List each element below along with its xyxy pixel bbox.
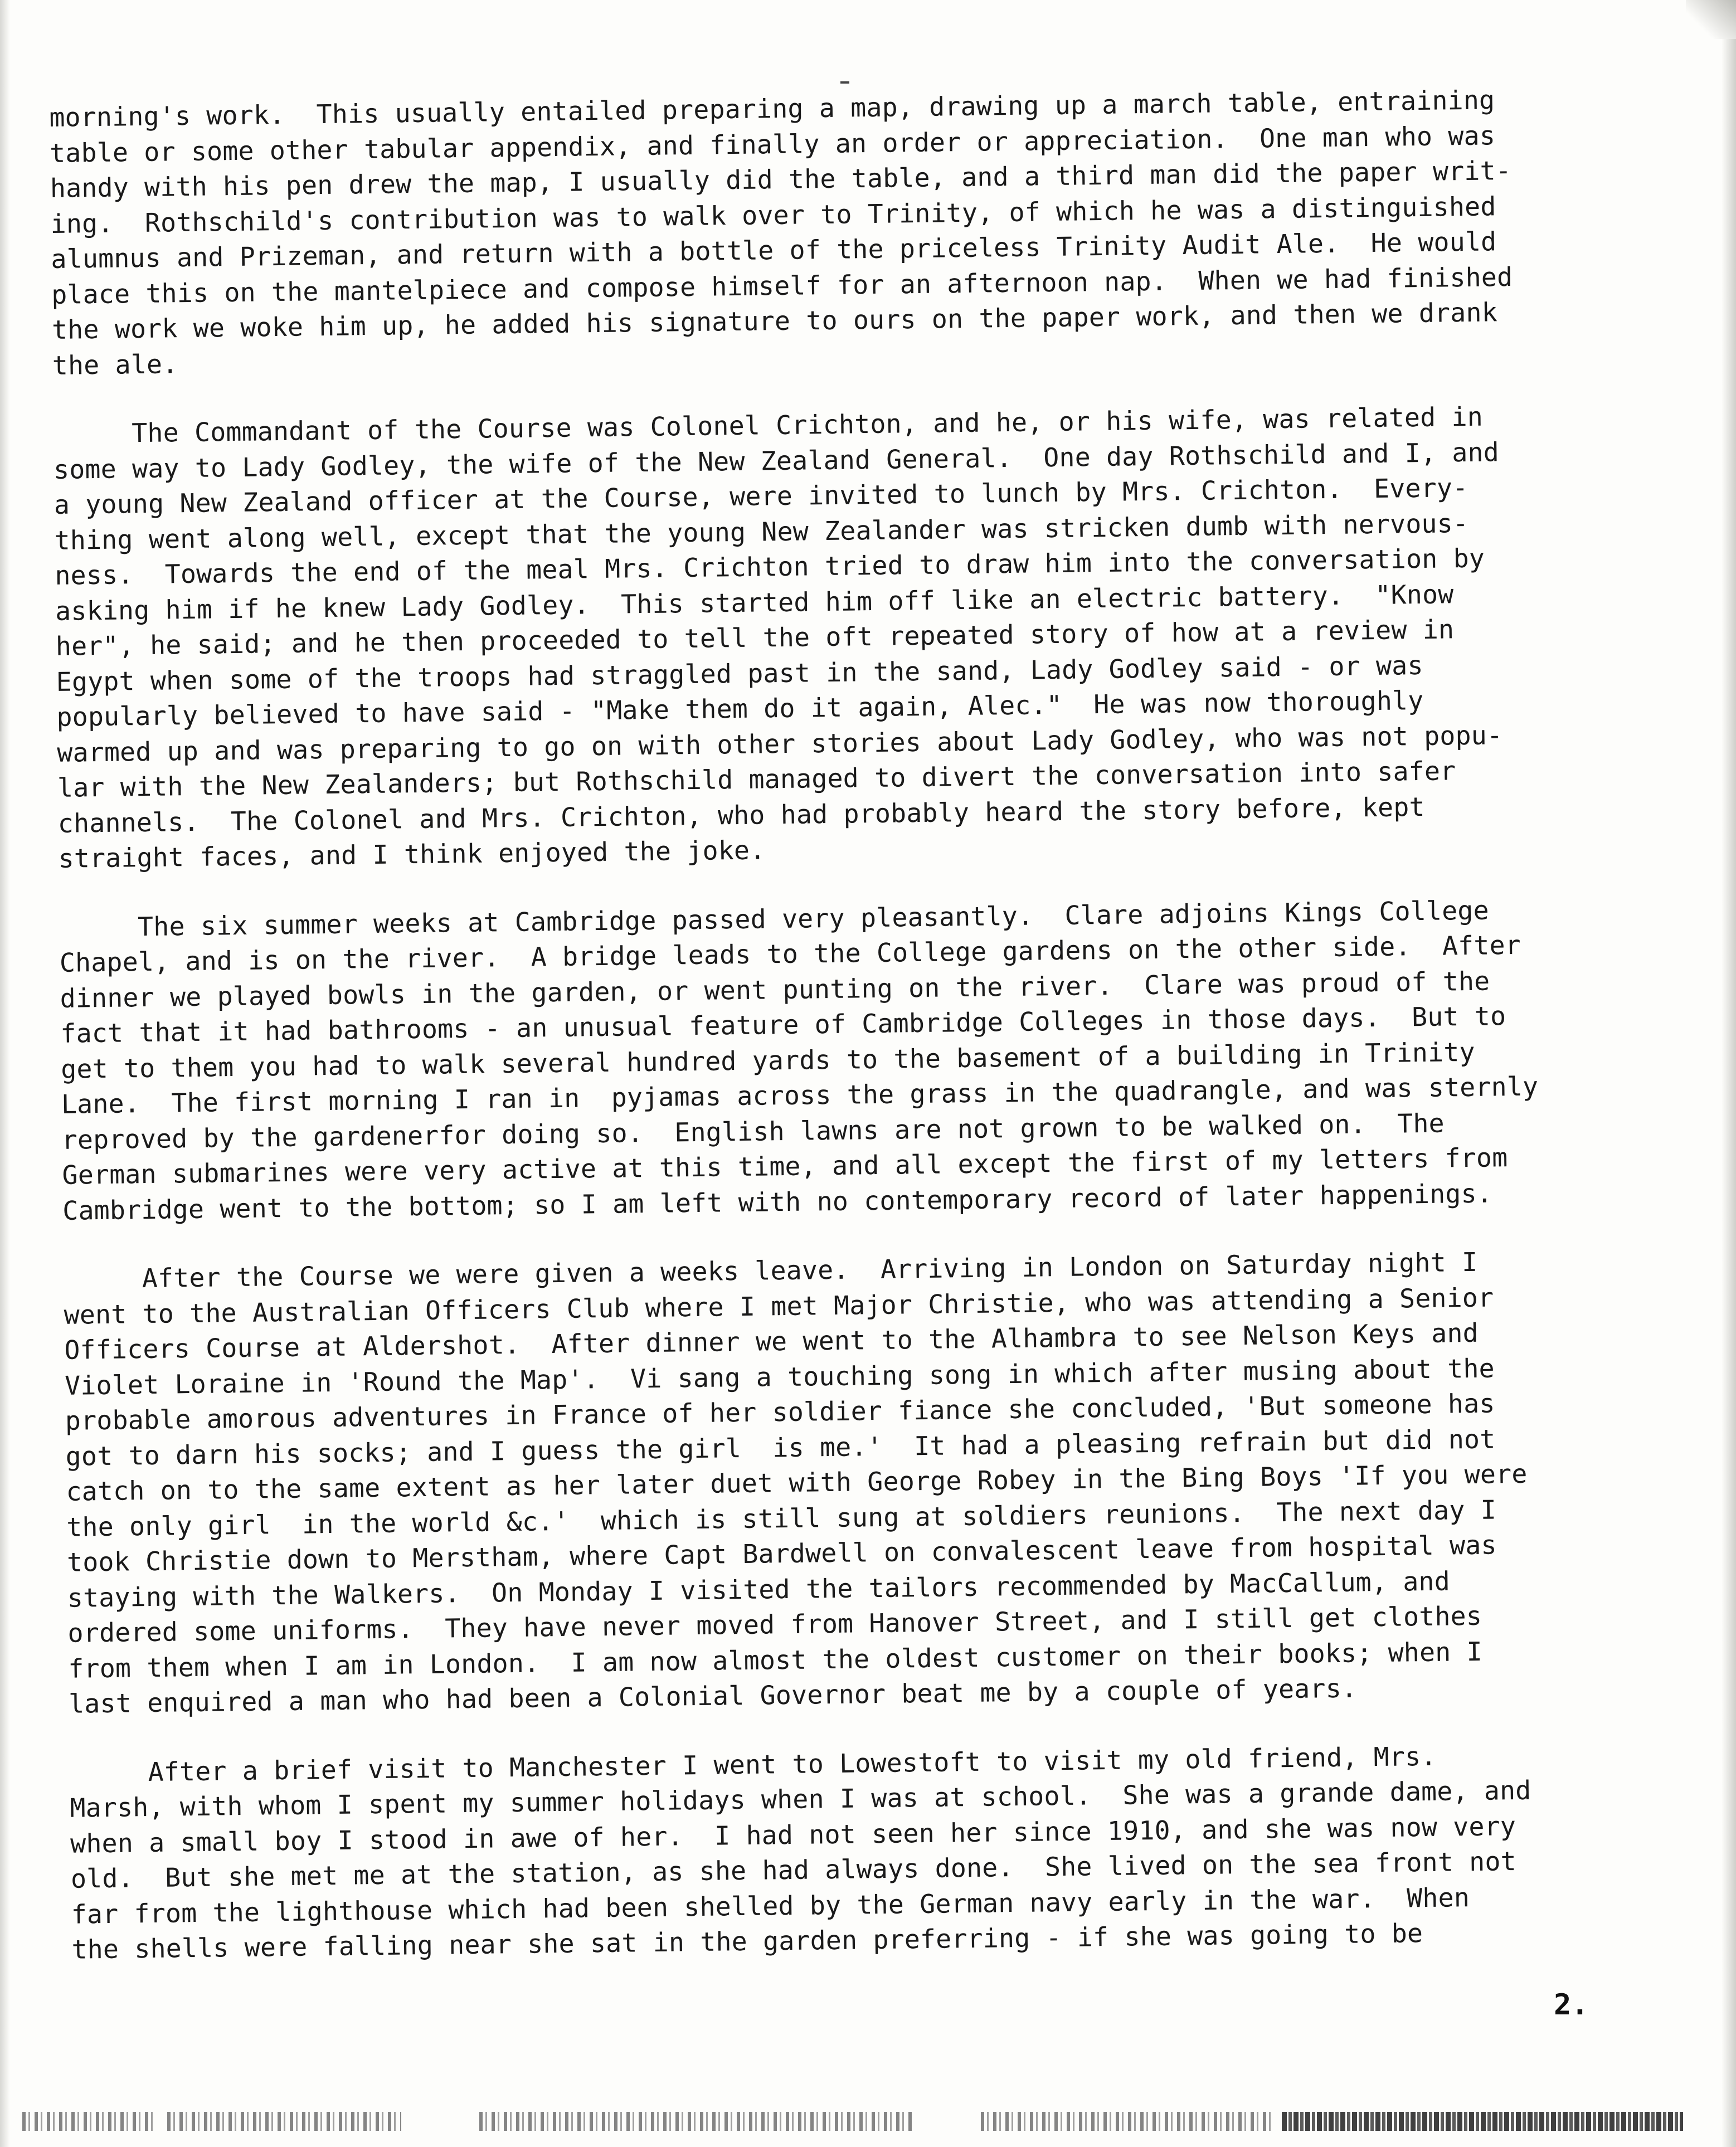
page-number: 2. (1554, 1988, 1589, 2022)
text-line: from them when I am in London. I am now almost the oldest customer on their books; when I (68, 1636, 1483, 1684)
text-line: some way to Lady Godley, the wife of the New Zealand General. One day Rothschild and I, and (53, 436, 1500, 485)
paragraph (69, 1736, 1654, 1968)
text-line: warmed up and was preparing to go on with other stories about Lady Godley, who was not popu- (56, 719, 1503, 768)
scan-edge-left (0, 0, 10, 2147)
text-line: place this on the mantelpiece and compose himself for an afternoon nap. When we had finished (51, 261, 1513, 310)
text-line: Chapel, and is on the river. A bridge leads to the College gardens on the other side. After (59, 929, 1521, 978)
text-line: got to darn his socks; and I guess the girl is me.' It had a pleasing refrain but did not (65, 1423, 1496, 1472)
text-line: channels. The Colonel and Mrs. Crichton, who had probably heard the story before, kept (57, 791, 1425, 839)
text-line: the work we woke him up, he added his signature to ours on the paper work, and then we drank (51, 297, 1498, 345)
text-line: Violet Loraine in 'Round the Map'. Vi sang a touching song in which after musing about the (64, 1352, 1495, 1401)
paragraph (59, 891, 1646, 1229)
scan-corner-shadow (1686, 0, 1736, 39)
text-line: Lane. The first morning I ran in pyjamas across the grass in the quadrangle, and was sternly (61, 1071, 1539, 1119)
text-line: ordered some uniforms. They have never moved from Hanover Street, and I still get clothes (67, 1600, 1482, 1648)
text-line: popularly believed to have said - "Make them do it again, Alec." He was now thoroughly (56, 685, 1424, 732)
text-line: probable amorous adventures in France of her soldier fiance she concluded, 'But someone has (65, 1388, 1495, 1436)
text-line: straight faces, and I think enjoyed the joke. (58, 835, 766, 874)
text-line: went to the Australian Officers Club where I met Major Christie, who was attending a Senior (64, 1282, 1494, 1330)
scan-noise-bottom (22, 2112, 156, 2131)
paragraph (63, 1243, 1651, 1722)
text-line: table or some other tabular appendix, and finally an order or appreciation. One man who was (49, 120, 1496, 168)
paragraph (49, 81, 1635, 383)
text-line: reproved by the gardenerfor doing so. English lawns are not grown to be walked on. The (61, 1108, 1445, 1155)
text-line: last enquired a man who had been a Colonial Governor beat me by a couple of years. (68, 1673, 1358, 1719)
text-line: Marsh, with whom I spent my summer holidays when I was at school. She was a grande dame, and (70, 1775, 1531, 1823)
text-line: handy with his pen drew the map, I usually did the table, and a third man did the paper writ- (50, 155, 1512, 203)
text-line: far from the lighthouse which had been shelled by the German navy early in the war. When (71, 1882, 1470, 1930)
text-line: dinner we played bowls in the garden, or went punting on the river. Clare was proud of the (60, 966, 1490, 1014)
text-line: get to them you had to walk several hundred yards to the basement of a building in Trinity (60, 1036, 1475, 1084)
text-line: German submarines were very active at this time, and all except the first of my letters from (62, 1142, 1508, 1190)
paragraph (53, 397, 1641, 877)
text-line: The Commandant of the Course was Colonel Crichton, and he, or his wife, was related in (52, 401, 1484, 449)
text-line: a young New Zealand officer at the Course, were invited to lunch by Mrs. Crichton. Every- (54, 472, 1468, 520)
text-line: After a brief visit to Manchester I went to Lowestoft to visit my old friend, Mrs. (69, 1741, 1437, 1788)
text-line: fact that it had bathrooms - an unusual feature of Cambridge Colleges in those days. But to (60, 1001, 1506, 1049)
text-line: After the Course we were given a weeks leave. Arriving in London on Saturday night I (63, 1247, 1478, 1294)
text-line: The six summer weeks at Cambridge passed very pleasantly. Clare adjoins Kings College (59, 895, 1490, 943)
text-line: took Christie down to Merstham, where Capt Bardwell on convalescent leave from hospital was (66, 1530, 1497, 1578)
text-line: her", he said; and he then proceeded to tell the oft repeated story of how at a review in (55, 614, 1455, 661)
text-line: asking him if he knew Lady Godley. This started him off like an electric battery. "Know (55, 578, 1454, 626)
text-line: thing went along well, except that the young New Zealander was stricken dumb with nervous- (54, 508, 1469, 556)
text-line: Egypt when some of the troops had straggled past in the sand, Lady Godley said - or was (56, 650, 1423, 697)
text-line: when a small boy I stood in awe of her. I had not seen her since 1910, and she was now very (70, 1810, 1516, 1859)
scan-noise-bottom (479, 2112, 914, 2131)
text-line: the shells were falling near she sat in the garden preferring - if she was going to be (71, 1918, 1423, 1965)
text-line: Officers Course at Aldershot. After dinner we went to the Alhambra to see Nelson Keys and (64, 1317, 1479, 1365)
typed-text-body (49, 81, 1655, 1968)
text-line: lar with the New Zealanders; but Rothschild managed to divert the conversation into safer (57, 756, 1456, 803)
text-line: Cambridge went to the bottom; so I am left with no contemporary record of later happenings. (62, 1178, 1493, 1226)
text-line: ness. Towards the end of the meal Mrs. Crichton tried to draw him into the conversation by (55, 543, 1485, 591)
text-line: catch on to the same extent as her later duet with George Robey in the Bing Boys 'If you were (66, 1458, 1528, 1507)
text-line: old. But she met me at the station, as she had always done. She lived on the sea front not (70, 1846, 1517, 1894)
text-line: ing. Rothschild's contribution was to walk over to Trinity, of which he was a distinguished (50, 191, 1496, 239)
scan-noise-bottom (1282, 2112, 1683, 2131)
text-line: alumnus and Prizeman, and return with a bottle of the priceless Trinity Audit Ale. He would (51, 226, 1497, 274)
scan-edge-right (1722, 0, 1736, 2147)
text-line: the ale. (52, 348, 178, 381)
text-line: staying with the Walkers. On Monday I visited the tailors recommended by MacCallum, and (67, 1565, 1451, 1613)
text-line: the only girl in the world &c.' which is still sung at soldiers reunions. The next day I (66, 1494, 1497, 1542)
scan-noise-bottom (981, 2112, 1271, 2131)
text-line: morning's work. This usually entailed preparing a map, drawing up a march table, entraining (49, 85, 1495, 133)
scan-mark (840, 81, 849, 84)
scan-noise-bottom (167, 2112, 401, 2131)
